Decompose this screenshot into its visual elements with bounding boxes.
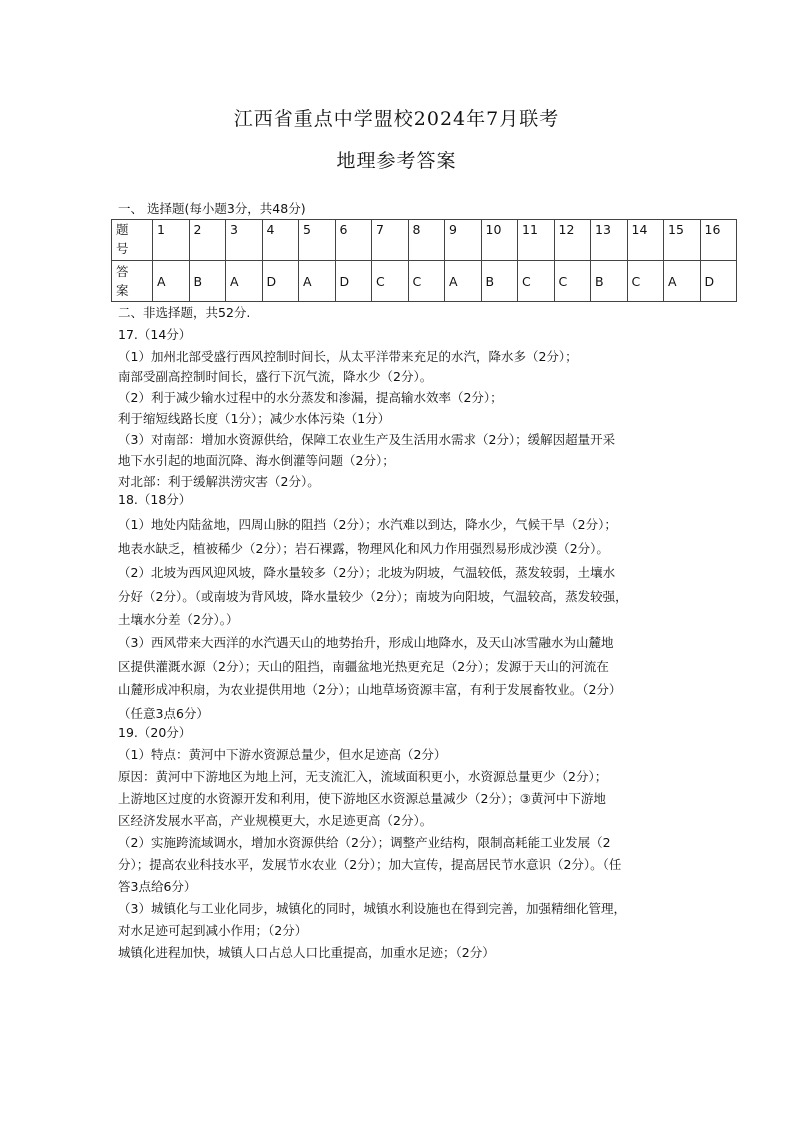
q17-heading: 17.（14分） [118,327,192,342]
q17-line: （1）加州北部受盛行西风控制时间长，从太平洋带来充足的水汽，降水多（2分）； [118,349,578,364]
table-row-numbers [112,220,737,261]
q19-line: （2）实施跨流域调水，增加水资源供给（2分）；调整产业结构，限制高耗能工业发展（2 [118,835,611,850]
table-cell: A [445,261,482,302]
q17-line: 地下水引起的地面沉降、海水倒灌等问题（2分）； [118,453,395,468]
q19-heading: 19.（20分） [118,725,192,740]
q18-line: 分好（2分）。（或南坡为背风坡，降水量较少（2分）；南坡为向阳坡，气温较高，蒸发较强， [118,589,628,604]
q18-line: 地表水缺乏，植被稀少（2分）；岩石裸露，物理风化和风力作用强烈易形成沙漠（2分）。 [118,541,609,556]
table-cell: C [408,261,445,302]
table-cell: D [700,261,737,302]
q19-line: 城镇化进程加快，城镇人口占总人口比重提高，加重水足迹；（2分） [118,945,495,960]
q18-line: （2）北坡为西风迎风坡，降水量较多（2分）；北坡为阴坡，气温较低，蒸发较弱，土壤水 [118,565,616,580]
answer-table [111,219,737,302]
table-cell: D [335,261,372,302]
q18-line: 山麓形成冲积扇，为农业提供用地（2分）；山地草场资源丰富，有利于发展畜牧业。（2分） [118,682,622,697]
table-cell: 6 [335,220,372,261]
table-cell: A [226,261,263,302]
table-cell: 4 [262,220,299,261]
q19-line: （1）特点：黄河中下游水资源总量少，但水足迹高（2分） [118,747,447,762]
q17-line: （2）利于减少输水过程中的水分蒸发和渗漏，提高输水效率（2分）； [118,390,503,405]
table-cell: 14 [627,220,664,261]
table-cell: 2 [189,220,226,261]
q19-line: 分）；提高农业科技水平，发展节水农业（2分）；加大宣传，提高居民节水意识（2分）。（任 [118,857,622,872]
table-cell: 12 [554,220,591,261]
table-cell: D [262,261,299,302]
q18-line: （1）地处内陆盆地，四周山脉的阻挡（2分）；水汽难以到达，降水少，气候干旱（2分）； [118,517,617,532]
row-header-answer: 答 案 [112,261,153,302]
q19-line: 对水足迹可起到减小作用；（2分） [118,923,308,938]
table-cell: C [372,261,409,302]
table-cell: 9 [445,220,482,261]
q17-line: 利于缩短线路长度（1分）；减少水体污染（1分） [118,411,391,426]
table-cell: B [189,261,226,302]
q19-line: 区经济发展水平高，产业规模更大，水足迹更高（2分）。 [118,813,433,828]
q18-heading: 18.（18分） [118,492,192,507]
q18-line: （任意3点6分） [118,706,209,721]
q18-line: （3）西风带来大西洋的水汽遇天山的地势抬升，形成山地降水，及天山冰雪融水为山麓地 [118,635,614,650]
table-cell: A [153,261,190,302]
table-cell: 16 [700,220,737,261]
table-cell: 1 [153,220,190,261]
q19-line: 答3点给6分） [118,879,197,894]
table-cell: 13 [591,220,628,261]
q19-line: （3）城镇化与工业化同步，城镇化的同时，城镇水利设施也在得到完善，加强精细化管理， [118,901,626,916]
table-row-answers [112,261,737,302]
table-cell: 3 [226,220,263,261]
table-cell: 8 [408,220,445,261]
table-cell: C [627,261,664,302]
table-cell: B [591,261,628,302]
table-cell: 5 [299,220,336,261]
q18-line: 区提供灌溉水源（2分）；天山的阻挡，南疆盆地光热更充足（2分）；发源于天山的河流在 [118,659,609,674]
document-subtitle: 地理参考答案 [336,150,457,172]
q19-line: 上游地区过度的水资源开发和利用，使下游地区水资源总量减少（2分）；③黄河中下游地 [118,791,606,806]
table-cell: B [481,261,518,302]
q17-line: 对北部：利于缓解洪涝灾害（2分）。 [118,474,320,489]
row-header-number: 题 号 [112,220,153,261]
section-2-heading: 二、非选择题，共52分. [118,305,251,320]
q17-line: （3）对南部：增加水资源供给，保障工农业生产及生活用水需求（2分）；缓解因超量开采 [118,432,616,447]
document-title: 江西省重点中学盟校2024年7月联考 [233,108,560,130]
table-cell: A [299,261,336,302]
table-cell: C [554,261,591,302]
table-cell: 10 [481,220,518,261]
table-cell: 7 [372,220,409,261]
table-cell: C [518,261,555,302]
table-cell: A [664,261,701,302]
q18-line: 土壤水分差（2分）。） [118,612,239,627]
section-1-heading: 一、 选择题(每小题3分，共48分) [118,201,306,216]
q17-line: 南部受副高控制时间长，盛行下沉气流，降水少（2分）。 [118,369,433,384]
table-cell: 15 [664,220,701,261]
q19-line: 原因：黄河中下游地区为地上河，无支流汇入，流域面积更小，水资源总量更少（2分）； [118,769,608,784]
table-cell: 11 [518,220,555,261]
